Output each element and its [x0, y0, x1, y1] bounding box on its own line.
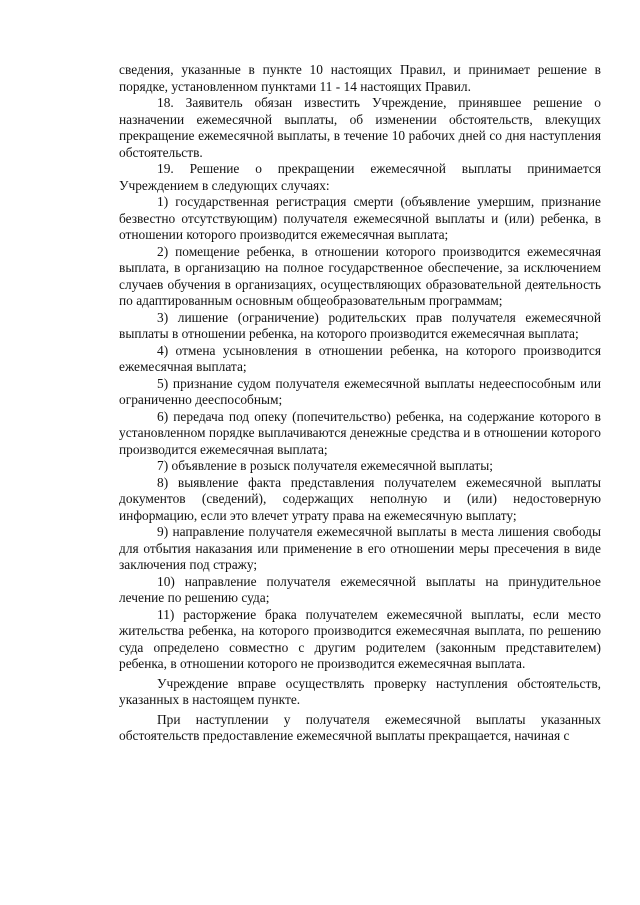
list-item-5: 5) признание судом получателя ежемесячной выплаты недееспособным или ограниченно дееспособным; [119, 375, 601, 407]
list-item-4: 4) отмена усыновления в отношении ребенка, на которого производится ежемесячная выплата; [119, 342, 601, 374]
list-item-9: 9) направление получателя ежемесячной выплаты в места лишения свободы для отбытия наказания или применение в его отношении меры пресечения в виде заключения под стражу; [119, 524, 601, 572]
list-item-8: 8) выявление факта представления получателем ежемесячной выплаты документов (сведений), содержащих неполную и (или) недостоверную информацию, если это влечет утрату права на ежемесячную выплату; [119, 474, 601, 523]
list-item-6: 6) передача под опеку (попечительство) ребенка, на содержание которого в установленном порядке выплачиваются денежные средства и в отношении которого производится ежемесячная выплата; [119, 408, 601, 457]
list-item-7: 7) объявление в розыск получателя ежемесячной выплаты; [157, 458, 493, 473]
list-item-2: 2) помещение ребенка, в отношении которого производится ежемесячная выплата, в организацию на полное государственное обеспечение, за исключением случаев обучения в организациях, осуществляющих образовательной деятельность по адаптированным основным общеобразовательным программам; [119, 243, 601, 308]
list-item-10: 10) направление получателя ежемесячной выплаты на принудительное лечение по решению суда; [119, 573, 601, 605]
paragraph-continuation: сведения, указанные в пункте 10 настоящих Правил, и принимает решение в порядке, установленном пунктами 11 - 14 настоящих Правил. [119, 62, 601, 94]
paragraph-item-18: 18. Заявитель обязан известить Учреждение, принявшее решение о назначении ежемесячной выплаты, об изменении обстоятельств, влекущих прекращение ежемесячной выплаты, в течение 10 рабочих дней со дня наступления обстоятельств. [119, 95, 601, 160]
paragraph-termination: При наступлении у получателя ежемесячной выплаты указанных обстоятельств предоставление ежемесячной выплаты прекращается, начиная с [119, 711, 601, 743]
list-item-11: 11) расторжение брака получателем ежемесячной выплаты, если место жительства ребенка, на которого производится ежемесячная выплата, по решению суда определено совместно с другим родителем (законным представителем) ребенка, в отношении которого не производится ежемесячная выплата. [119, 606, 601, 671]
list-item-1: 1) государственная регистрация смерти (объявление умершим, признание безвестно отсутствующим) получателя ежемесячной выплаты и (или) ребенка, в отношении которого производится ежемесячная выплата; [119, 194, 601, 242]
document-page [119, 62, 601, 745]
paragraph-item-19: 19. Решение о прекращении ежемесячной выплаты принимается Учреждением в следующих случаях: [119, 161, 601, 193]
paragraph-verification: Учреждение вправе осуществлять проверку наступления обстоятельств, указанных в настоящем пункте. [119, 675, 601, 707]
list-item-3: 3) лишение (ограничение) родительских прав получателя ежемесячной выплаты в отношении ребенка, на которого производится ежемесячная выплата; [119, 309, 601, 341]
